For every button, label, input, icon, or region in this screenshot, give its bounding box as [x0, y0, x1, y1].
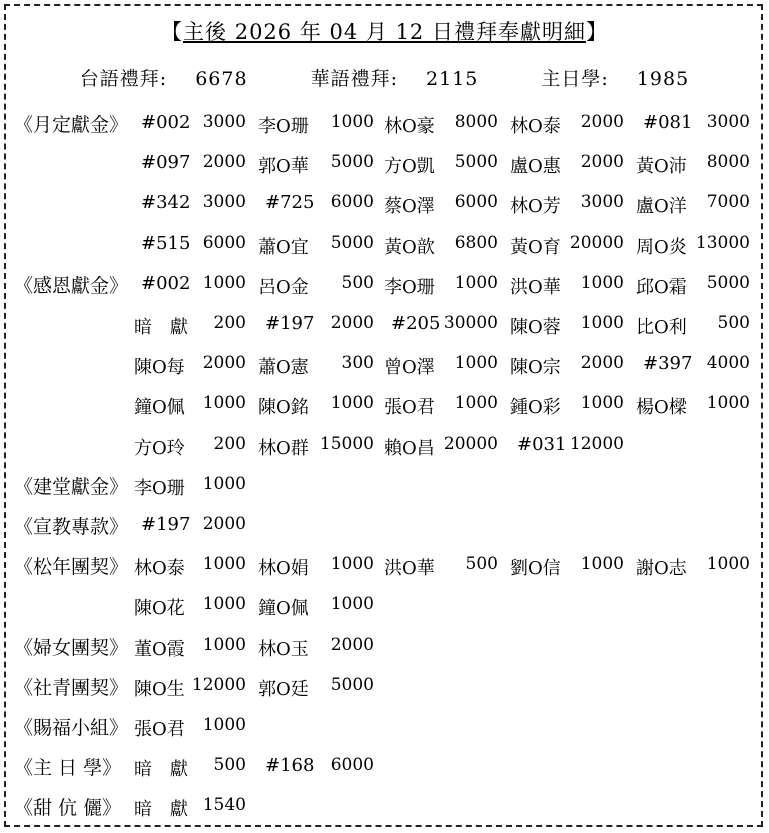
- donor-name: 呂O金: [258, 277, 309, 298]
- donation-amount: 3000: [706, 112, 750, 132]
- title-open-bracket: 【: [161, 20, 184, 44]
- donation-amount: 1000: [202, 474, 246, 494]
- offering-row: [0, 552, 769, 592]
- attendance-summary: [0, 64, 769, 91]
- donation-amount: 8000: [454, 112, 498, 132]
- donor-name: 曾O澤: [384, 357, 435, 378]
- donation-amount: 20000: [569, 233, 624, 253]
- offering-row: [0, 391, 769, 431]
- donor-name: 陳O銘: [258, 397, 309, 418]
- donation-amount: 5000: [454, 152, 498, 172]
- page-title: [0, 16, 769, 46]
- offering-row: [0, 592, 769, 632]
- donor-name: #397: [643, 353, 693, 374]
- donation-amount: 1000: [330, 112, 374, 132]
- donation-amount: 1000: [454, 273, 498, 293]
- donation-amount: 2000: [580, 353, 624, 373]
- donor-name: 林O玉: [258, 639, 309, 660]
- donation-amount: 500: [213, 755, 246, 775]
- category-label: 《甜 伉 儷》: [14, 797, 122, 819]
- donor-name: 黃O沛: [636, 156, 687, 177]
- donor-name: 暗 獻: [134, 759, 188, 780]
- donation-amount: 2000: [330, 313, 374, 333]
- offering-row: [0, 271, 769, 311]
- category-label: 《感恩獻金》: [14, 275, 129, 297]
- donation-amount: 4000: [706, 353, 750, 373]
- donor-name: 陳O花: [134, 598, 185, 619]
- donor-name: 暗 獻: [134, 317, 188, 338]
- donor-name: 陳O每: [134, 357, 185, 378]
- donation-amount: 300: [341, 353, 374, 373]
- offering-row: [0, 633, 769, 673]
- attendance-sunday-school: 主日學: 1985: [541, 68, 690, 90]
- donation-amount: 1000: [202, 273, 246, 293]
- donation-amount: 6800: [454, 233, 498, 253]
- donation-amount: 200: [213, 313, 246, 333]
- category-label: 《月定獻金》: [14, 114, 129, 136]
- title-close-bracket: 】: [585, 20, 608, 44]
- donor-name: 林O芳: [510, 196, 561, 217]
- offering-row: [0, 110, 769, 150]
- category-label: 《宣教專款》: [14, 516, 129, 538]
- donor-name: 鐘O佩: [134, 397, 185, 418]
- donor-name: 蕭O宜: [258, 237, 309, 258]
- donation-amount: 5000: [330, 675, 374, 695]
- donor-name: 黃O歆: [384, 237, 435, 258]
- donor-name: #725: [265, 192, 315, 213]
- donation-amount: 6000: [330, 755, 374, 775]
- offering-row: [0, 351, 769, 391]
- offering-row: [0, 673, 769, 713]
- donation-amount: 1540: [202, 795, 246, 815]
- donation-amount: 1000: [202, 554, 246, 574]
- donation-amount: 2000: [202, 514, 246, 534]
- donation-amount: 1000: [580, 313, 624, 333]
- donor-name: 張O君: [134, 719, 185, 740]
- donor-name: 方O玲: [134, 438, 185, 459]
- donation-amount: 1000: [330, 554, 374, 574]
- donor-name: #081: [643, 112, 693, 133]
- donation-amount: 3000: [202, 192, 246, 212]
- donor-name: 林O豪: [384, 116, 435, 137]
- category-label: 《婦女團契》: [14, 637, 129, 659]
- donor-name: 盧O洋: [636, 196, 687, 217]
- donation-amount: 6000: [454, 192, 498, 212]
- donation-amount: 500: [717, 313, 750, 333]
- offering-row: [0, 190, 769, 230]
- donation-amount: 30000: [443, 313, 498, 333]
- donor-name: 黃O育: [510, 237, 561, 258]
- category-label: 《松年團契》: [14, 556, 129, 578]
- donor-name: 周O炎: [636, 237, 687, 258]
- donation-amount: 1000: [330, 594, 374, 614]
- donation-amount: 7000: [706, 192, 750, 212]
- donation-amount: 6000: [202, 233, 246, 253]
- offering-row: [0, 512, 769, 552]
- title-text: 主後 2026 年 04 月 12 日禮拜奉獻明細: [183, 20, 586, 44]
- donor-name: #342: [141, 192, 191, 213]
- donor-name: 李O珊: [384, 277, 435, 298]
- donor-name: 郭O華: [258, 156, 309, 177]
- donation-amount: 1000: [580, 393, 624, 413]
- attendance-mandarin: 華語禮拜: 2115: [310, 68, 479, 90]
- donation-amount: 5000: [330, 152, 374, 172]
- donation-amount: 200: [213, 434, 246, 454]
- donation-amount: 3000: [202, 112, 246, 132]
- donor-name: #031: [517, 434, 567, 455]
- donor-name: 賴O昌: [384, 438, 435, 459]
- donor-name: 林O泰: [134, 558, 185, 579]
- offering-row: [0, 472, 769, 512]
- donor-name: 林O群: [258, 438, 309, 459]
- donor-name: #002: [141, 112, 191, 133]
- donor-name: 郭O廷: [258, 679, 309, 700]
- donor-name: 陳O宗: [510, 357, 561, 378]
- category-label: 《建堂獻金》: [14, 476, 129, 498]
- donor-name: #205: [391, 313, 441, 334]
- donor-name: 張O君: [384, 397, 435, 418]
- donation-amount: 1000: [454, 353, 498, 373]
- donation-amount: 12000: [569, 434, 624, 454]
- offering-row: [0, 793, 769, 833]
- donation-amount: 2000: [580, 112, 624, 132]
- donation-amount: 5000: [330, 233, 374, 253]
- donor-name: 比O利: [636, 317, 687, 338]
- donor-name: 李O珊: [258, 116, 309, 137]
- donor-name: 林O娟: [258, 558, 309, 579]
- donor-name: 謝O志: [636, 558, 687, 579]
- donor-name: #002: [141, 273, 191, 294]
- offering-row: [0, 311, 769, 351]
- offering-row: [0, 150, 769, 190]
- donation-amount: 1000: [706, 554, 750, 574]
- donation-amount: 13000: [695, 233, 750, 253]
- donation-amount: 15000: [319, 434, 374, 454]
- donor-name: #197: [141, 514, 191, 535]
- category-label: 《社青團契》: [14, 677, 129, 699]
- donation-amount: 2000: [330, 635, 374, 655]
- donation-amount: 2000: [580, 152, 624, 172]
- donor-name: 蕭O憲: [258, 357, 309, 378]
- category-label: 《賜福小組》: [14, 717, 129, 739]
- donor-name: 洪O華: [510, 277, 561, 298]
- donor-name: 邱O霜: [636, 277, 687, 298]
- attendance-taiwanese: 台語禮拜: 6678: [79, 68, 248, 90]
- donation-amount: 2000: [202, 353, 246, 373]
- donation-amount: 8000: [706, 152, 750, 172]
- donation-amount: 1000: [580, 273, 624, 293]
- donation-amount: 500: [341, 273, 374, 293]
- donation-amount: 1000: [706, 393, 750, 413]
- donor-name: 鍾O彩: [510, 397, 561, 418]
- category-label: 《主 日 學》: [14, 757, 122, 779]
- donation-amount: 1000: [580, 554, 624, 574]
- donor-name: 林O泰: [510, 116, 561, 137]
- donation-amount: 1000: [202, 594, 246, 614]
- donor-name: 陳O蓉: [510, 317, 561, 338]
- donation-amount: 6000: [330, 192, 374, 212]
- donor-name: #515: [141, 233, 191, 254]
- offering-row: [0, 753, 769, 793]
- donor-name: #197: [265, 313, 315, 334]
- donor-name: 劉O信: [510, 558, 561, 579]
- donor-name: #168: [265, 755, 315, 776]
- donor-name: 蔡O澤: [384, 196, 435, 217]
- donation-amount: 1000: [202, 635, 246, 655]
- donation-amount: 1000: [202, 393, 246, 413]
- donor-name: 李O珊: [134, 478, 185, 499]
- donation-amount: 500: [465, 554, 498, 574]
- donor-name: 盧O惠: [510, 156, 561, 177]
- donation-amount: 1000: [330, 393, 374, 413]
- offering-row: [0, 713, 769, 753]
- offering-row: [0, 432, 769, 472]
- donation-amount: 3000: [580, 192, 624, 212]
- donation-amount: 20000: [443, 434, 498, 454]
- donation-amount: 12000: [191, 675, 246, 695]
- donor-name: 楊O樑: [636, 397, 687, 418]
- donation-amount: 1000: [202, 715, 246, 735]
- donor-name: 陳O生: [134, 679, 185, 700]
- donor-name: 董O霞: [134, 639, 185, 660]
- donor-name: 暗 獻: [134, 799, 188, 820]
- donation-amount: 5000: [706, 273, 750, 293]
- donor-name: 鐘O佩: [258, 598, 309, 619]
- donor-name: 洪O華: [384, 558, 435, 579]
- donation-amount: 2000: [202, 152, 246, 172]
- donation-amount: 1000: [454, 393, 498, 413]
- donor-name: 方O凱: [384, 156, 435, 177]
- donor-name: #097: [141, 152, 191, 173]
- offering-row: [0, 231, 769, 271]
